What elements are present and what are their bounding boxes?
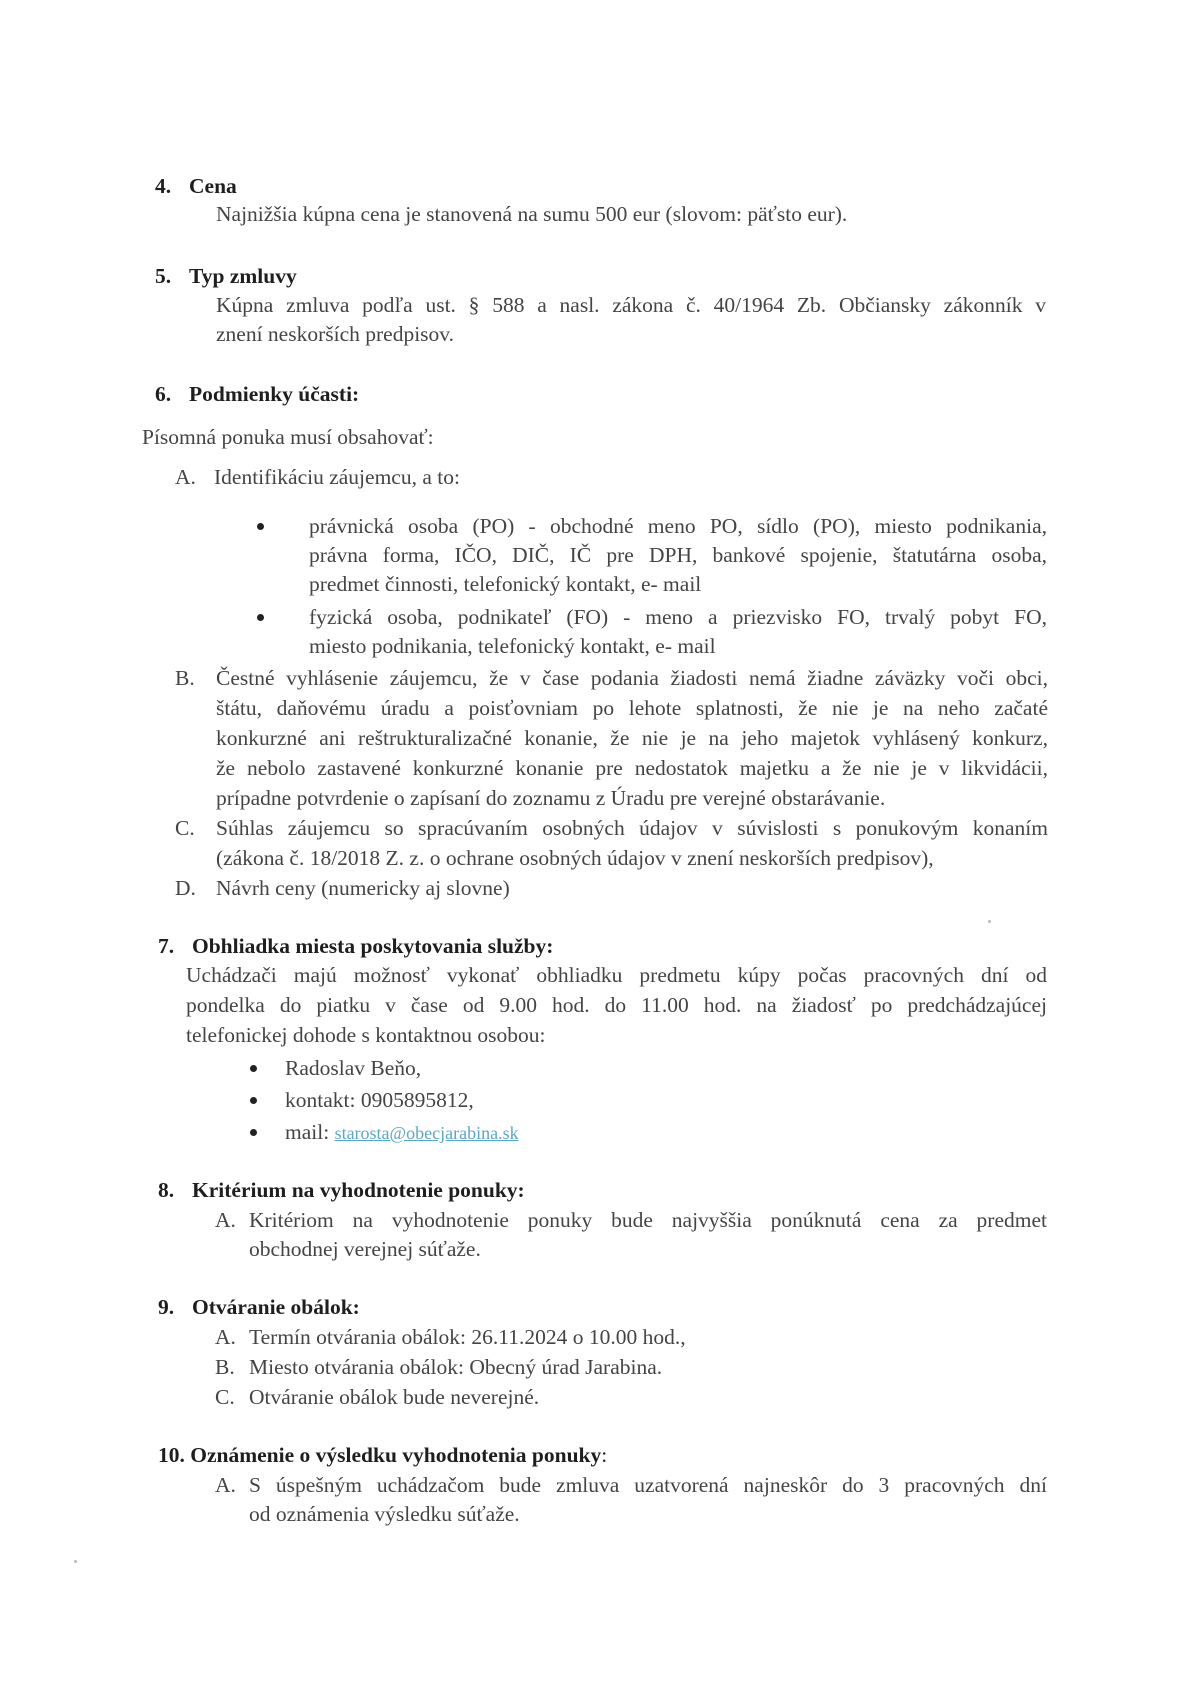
section-6-c-line-1: Súhlas záujemcu so spracúvaním osobných údajov v súvislosti s ponukovým konaním: [216, 816, 1048, 840]
section-6-b-line-1: Čestné vyhlásenie záujemcu, že v čase podania žiadosti nemá žiadne záväzky voči obci,: [216, 666, 1048, 690]
bullet-icon: [250, 1065, 257, 1072]
section-10-a-line-1: S úspešným uchádzačom bude zmluva uzatvorená najneskôr do 3 pracovných dní: [249, 1473, 1047, 1497]
section-6-intro: Písomná ponuka musí obsahovať:: [142, 425, 434, 449]
section-9-a-text: Termín otvárania obálok: 26.11.2024 o 10.00 hod.,: [249, 1325, 686, 1349]
section-6-b-line-2: štátu, daňovému úradu a poisťovniam po lehote splatnosti, že nie je na neho začaté: [216, 696, 1048, 720]
section-4-text: Najnižšia kúpna cena je stanovená na sumu 500 eur (slovom: päťsto eur).: [216, 202, 848, 226]
section-6-d-text: Návrh ceny (numericky aj slovne): [216, 876, 510, 900]
section-5-line-1: Kúpna zmluva podľa ust. § 588 a nasl. zákona č. 40/1964 Zb. Občiansky zákonník v: [216, 293, 1046, 317]
bullet-1-line-3: predmet činnosti, telefonický kontakt, e- mail: [309, 572, 702, 596]
contact-name: Radoslav Beňo,: [285, 1056, 422, 1080]
section-6-a-label: A.: [175, 465, 196, 489]
section-5-line-2: znení neskorších predpisov.: [216, 322, 455, 346]
section-8-a-line-2: obchodnej verejnej súťaže.: [249, 1237, 481, 1261]
section-6-b-line-5: prípadne potvrdenie o zapísaní do zoznamu z Úradu pre verejné obstarávanie.: [216, 786, 886, 810]
bullet-icon: [257, 523, 264, 530]
section-9-c-text: Otváranie obálok bude neverejné.: [249, 1385, 540, 1409]
section-6-b-line-3: konkurzné ani reštrukturalizačné konanie, že nie je na jeho majetok vyhlásený konkurz,: [216, 726, 1048, 750]
section-6-heading: 6. Podmienky účasti:: [155, 382, 360, 406]
section-9-heading: 9. Otváranie obálok:: [158, 1295, 360, 1319]
section-10-heading: 10. Oznámenie o výsledku vyhodnotenia ponuky:: [158, 1443, 608, 1467]
section-7-line-2: pondelka do piatku v čase od 9.00 hod. do 11.00 hod. na žiadosť po predchádzajúcej: [186, 993, 1047, 1017]
bullet-icon: [250, 1097, 257, 1104]
section-6-c-line-2: (zákona č. 18/2018 Z. z. o ochrane osobných údajov v znení neskorších predpisov),: [216, 846, 934, 870]
section-6-a-text: Identifikáciu záujemcu, a to:: [214, 465, 460, 489]
section-7-line-3: telefonickej dohode s kontaktnou osobou:: [186, 1023, 546, 1047]
email-link[interactable]: starosta@obecjarabina.sk: [334, 1123, 519, 1143]
section-6-b-line-4: že nebolo zastavené konkurzné konanie pre nedostatok majetku a že nie je v likvidácii,: [216, 756, 1048, 780]
section-5-heading: 5. Typ zmluvy: [155, 264, 297, 288]
section-9-b-text: Miesto otvárania obálok: Obecný úrad Jarabina.: [249, 1355, 663, 1379]
section-9-b-label: B.: [215, 1355, 235, 1379]
bullet-1-line-2: právna forma, IČO, DIČ, IČ pre DPH, bankové spojenie, štatutárna osoba,: [309, 543, 1047, 567]
bullet-icon: [257, 614, 264, 621]
bullet-2-line-1: fyzická osoba, podnikateľ (FO) - meno a priezvisko FO, trvalý pobyt FO,: [309, 605, 1047, 629]
bullet-icon: [250, 1129, 257, 1136]
section-7-line-1: Uchádzači majú možnosť vykonať obhliadku predmetu kúpy počas pracovných dní od: [186, 963, 1047, 987]
bullet-1-line-1: právnická osoba (PO) - obchodné meno PO, sídlo (PO), miesto podnikania,: [309, 514, 1047, 538]
section-6-b-label: B.: [175, 666, 195, 690]
section-9-c-label: C.: [215, 1385, 235, 1409]
scan-speck: [74, 1560, 77, 1563]
contact-mail: mail: starosta@obecjarabina.sk: [285, 1120, 519, 1144]
contact-phone: kontakt: 0905895812,: [285, 1088, 474, 1112]
section-6-d-label: D.: [175, 876, 196, 900]
section-6-c-label: C.: [175, 816, 195, 840]
bullet-2-line-2: miesto podnikania, telefonický kontakt, e- mail: [309, 634, 716, 658]
section-7-heading: 7. Obhliadka miesta poskytovania služby:: [158, 934, 554, 958]
scan-speck: [988, 920, 991, 923]
section-4-heading: 4. Cena: [155, 174, 237, 198]
section-8-a-label: A.: [215, 1208, 236, 1232]
section-10-a-label: A.: [215, 1473, 236, 1497]
section-8-a-line-1: Kritériom na vyhodnotenie ponuky bude najvyššia ponúknutá cena za predmet: [249, 1208, 1047, 1232]
section-9-a-label: A.: [215, 1325, 236, 1349]
section-10-a-line-2: od oznámenia výsledku súťaže.: [249, 1502, 520, 1526]
section-8-heading: 8. Kritérium na vyhodnotenie ponuky:: [158, 1178, 525, 1202]
